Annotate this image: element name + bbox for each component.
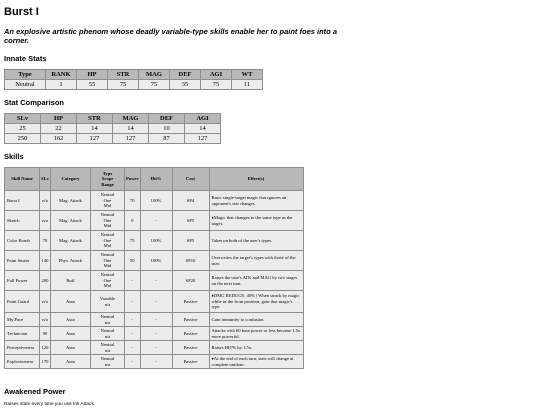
innate-header-cell: Type (5, 70, 46, 80)
skill-row (5, 313, 304, 327)
skill-cell: - (125, 313, 141, 327)
skill-name: Color Bomb (5, 231, 40, 251)
skill-cell: Auto (51, 355, 91, 369)
innate-stats-table (4, 69, 263, 90)
skill-cell: 75 (125, 231, 141, 251)
innate-stats-heading: Innate Stats (4, 54, 47, 63)
comparison-header-cell: HP (41, 114, 77, 124)
innate-value-cell: 75 (201, 80, 232, 90)
skill-effect: Raises the user's ATK and MAG by two stages on the next turn. (209, 271, 303, 291)
skill-row (5, 291, 304, 313)
comparison-cell: 10 (149, 124, 185, 134)
innate-header-cell: DEF (170, 70, 201, 80)
skill-cell: Buff (51, 271, 91, 291)
innate-header-cell: AGI (201, 70, 232, 80)
skill-cell: Neutral One Mid (91, 251, 125, 271)
skill-cell: Passive (172, 355, 209, 369)
skill-cell: - (125, 327, 141, 341)
skill-cell: 120 (40, 341, 51, 355)
skills-header-cell: SLv (40, 168, 51, 191)
skill-effect: Overwrites the target's types with those of the user. (209, 251, 303, 271)
skill-cell: Auto (51, 327, 91, 341)
tagline: An explosive artistic phenom whose deadly variable-type skills enable her to paint foes into a corner. (4, 27, 338, 45)
skill-cell: - (140, 327, 172, 341)
skill-effect: ♦Magic that changes to the same type as the target. (209, 211, 303, 231)
skill-name: My Pace (5, 313, 40, 327)
comparison-cell: 127 (113, 134, 149, 144)
comparison-cell: 250 (5, 134, 41, 144)
comparison-cell: 162 (41, 134, 77, 144)
stat-comparison-heading: Stat Comparison (4, 98, 65, 107)
skills-header-cell: Category (51, 168, 91, 191)
comparison-row (5, 124, 221, 134)
skill-cell: 200 (40, 271, 51, 291)
innate-value-cell: 55 (77, 80, 108, 90)
innate-header-cell: HP (77, 70, 108, 80)
comparison-row (5, 134, 221, 144)
skill-cell: 70 (125, 191, 141, 211)
skill-cell: - (125, 341, 141, 355)
skill-cell: n/a (40, 191, 51, 211)
page (4, 6, 534, 408)
skill-cell: - (140, 271, 172, 291)
skill-cell: Auto (51, 341, 91, 355)
skill-cell: n/a (40, 291, 51, 313)
innate-header-cell: RANK (46, 70, 77, 80)
skill-row (5, 355, 304, 369)
skill-row (5, 251, 304, 271)
skills-header-cell: Hit% (140, 168, 172, 191)
skills-header-cell: Cost (172, 168, 209, 191)
comparison-cell: 14 (77, 124, 113, 134)
skill-row (5, 341, 304, 355)
innate-header-cell: MAG (139, 70, 170, 80)
innate-header-cell: WT (232, 70, 263, 80)
skill-cell: 140 (40, 251, 51, 271)
skill-cell: Phys. Attack (51, 251, 91, 271)
innate-value-cell: Neutral (5, 80, 46, 90)
skill-cell: - (125, 291, 141, 313)
skills-header-row (5, 168, 304, 191)
comparison-cell: 22 (41, 124, 77, 134)
skill-cell: 170 (40, 355, 51, 369)
skill-cell: 100% (140, 191, 172, 211)
skill-effect: ♦At the end of each turn, stats will change at complete random. (209, 355, 303, 369)
skill-effect: Takes on both of the user's types. (209, 231, 303, 251)
skill-cell: 100% (140, 251, 172, 271)
awakened-power-heading: Awakened Power (4, 387, 66, 396)
innate-header-cell: STR (108, 70, 139, 80)
skill-cell: - (140, 211, 172, 231)
skill-cell: 70 (40, 231, 51, 251)
skills-table (4, 167, 304, 369)
skill-cell: Mag. Attack (51, 231, 91, 251)
skill-cell: Neutral One Mid (91, 191, 125, 211)
skill-cell: - (125, 355, 141, 369)
skill-row (5, 231, 304, 251)
awakened-power-text: Raises stats every time you use Ink Attack. (4, 402, 96, 407)
stat-comparison-table (4, 113, 221, 144)
skill-name: Burst I (5, 191, 40, 211)
skill-name: Paint Guard (5, 291, 40, 313)
comparison-body (5, 124, 221, 144)
skill-name: Paint Smear (5, 251, 40, 271)
skill-cell: n/a (40, 211, 51, 231)
skill-effect: Attacks with 60 base power or less become 1.5x more powerful. (209, 327, 303, 341)
comparison-header-cell: DEF (149, 114, 185, 124)
skills-header-cell: Skill Name (5, 168, 40, 191)
comparison-cell: 14 (113, 124, 149, 134)
comparison-header-cell: STR (77, 114, 113, 124)
skill-cell: 50 (125, 251, 141, 271)
skill-cell: - (140, 355, 172, 369)
innate-value-cell: 35 (170, 80, 201, 90)
skill-cell: Auto (51, 313, 91, 327)
skill-cell: SP10 (172, 251, 209, 271)
skill-cell: Neutral n/a (91, 327, 125, 341)
comparison-cell: 127 (185, 134, 221, 144)
skill-cell: Passive (172, 313, 209, 327)
comparison-header-cell: SLv (5, 114, 41, 124)
skill-name: Explosiveness (5, 355, 40, 369)
skills-heading: Skills (4, 152, 24, 161)
innate-header-row (5, 70, 263, 80)
skills-body (5, 191, 304, 369)
skill-name: Technician (5, 327, 40, 341)
skill-cell: - (140, 341, 172, 355)
skill-effect: Raises HIT% by 1.5x. (209, 341, 303, 355)
innate-value-cell: 75 (139, 80, 170, 90)
skill-effect: ♦DMG REDUCE: 40% | When struck by magic while in the front position, gain that magic's type. (209, 291, 303, 313)
skill-cell: Neutral n/a (91, 341, 125, 355)
comparison-cell: 87 (149, 134, 185, 144)
skill-cell: SP5 (172, 231, 209, 251)
comparison-cell: 25 (5, 124, 41, 134)
skill-name: Perceptiveness (5, 341, 40, 355)
skill-row (5, 271, 304, 291)
innate-value-cell: 1 (46, 80, 77, 90)
skill-cell: Variable n/a (91, 291, 125, 313)
skill-cell: 90 (40, 327, 51, 341)
skill-name: Full Power (5, 271, 40, 291)
skill-cell: - (140, 291, 172, 313)
skill-cell: Auto (51, 291, 91, 313)
comparison-cell: 14 (185, 124, 221, 134)
skill-cell: Mag. Attack (51, 211, 91, 231)
skill-row (5, 211, 304, 231)
innate-value-cell: 75 (108, 80, 139, 90)
comparison-header-cell: AGI (185, 114, 221, 124)
skill-cell: Neutral n/a (91, 313, 125, 327)
skill-effect: Gain immunity to confusion. (209, 313, 303, 327)
skill-cell: SP20 (172, 271, 209, 291)
skill-cell: - (140, 313, 172, 327)
skill-cell: Passive (172, 341, 209, 355)
skill-row (5, 327, 304, 341)
comparison-header-row (5, 114, 221, 124)
skill-cell: Passive (172, 291, 209, 313)
skill-row (5, 191, 304, 211)
comparison-header-cell: MAG (113, 114, 149, 124)
skill-cell: Neutral One Mid (91, 231, 125, 251)
skills-header-cell: Type Scope Range (91, 168, 125, 191)
skill-cell: Mag. Attack (51, 191, 91, 211)
skill-cell: Neutral n/a (91, 355, 125, 369)
skills-header-cell: Effect(s) (209, 168, 303, 191)
skill-cell: n/a (40, 313, 51, 327)
skill-cell: - (125, 271, 141, 291)
skill-cell: SP5 (172, 211, 209, 231)
skill-cell: SP4 (172, 191, 209, 211)
skills-header-cell: Power (125, 168, 141, 191)
skill-cell: Neutral One Mid (91, 211, 125, 231)
innate-value-cell: 11 (232, 80, 263, 90)
comparison-cell: 127 (77, 134, 113, 144)
skill-cell: Passive (172, 327, 209, 341)
skill-cell: 0 (125, 211, 141, 231)
skill-cell: Neutral One Mid (91, 271, 125, 291)
skill-name: Sketch (5, 211, 40, 231)
skill-effect: Basic single-target magic that ignores an opponent's stat changes. (209, 191, 303, 211)
page-title: Burst I (4, 6, 39, 18)
innate-value-row (5, 80, 263, 90)
skill-cell: 100% (140, 231, 172, 251)
